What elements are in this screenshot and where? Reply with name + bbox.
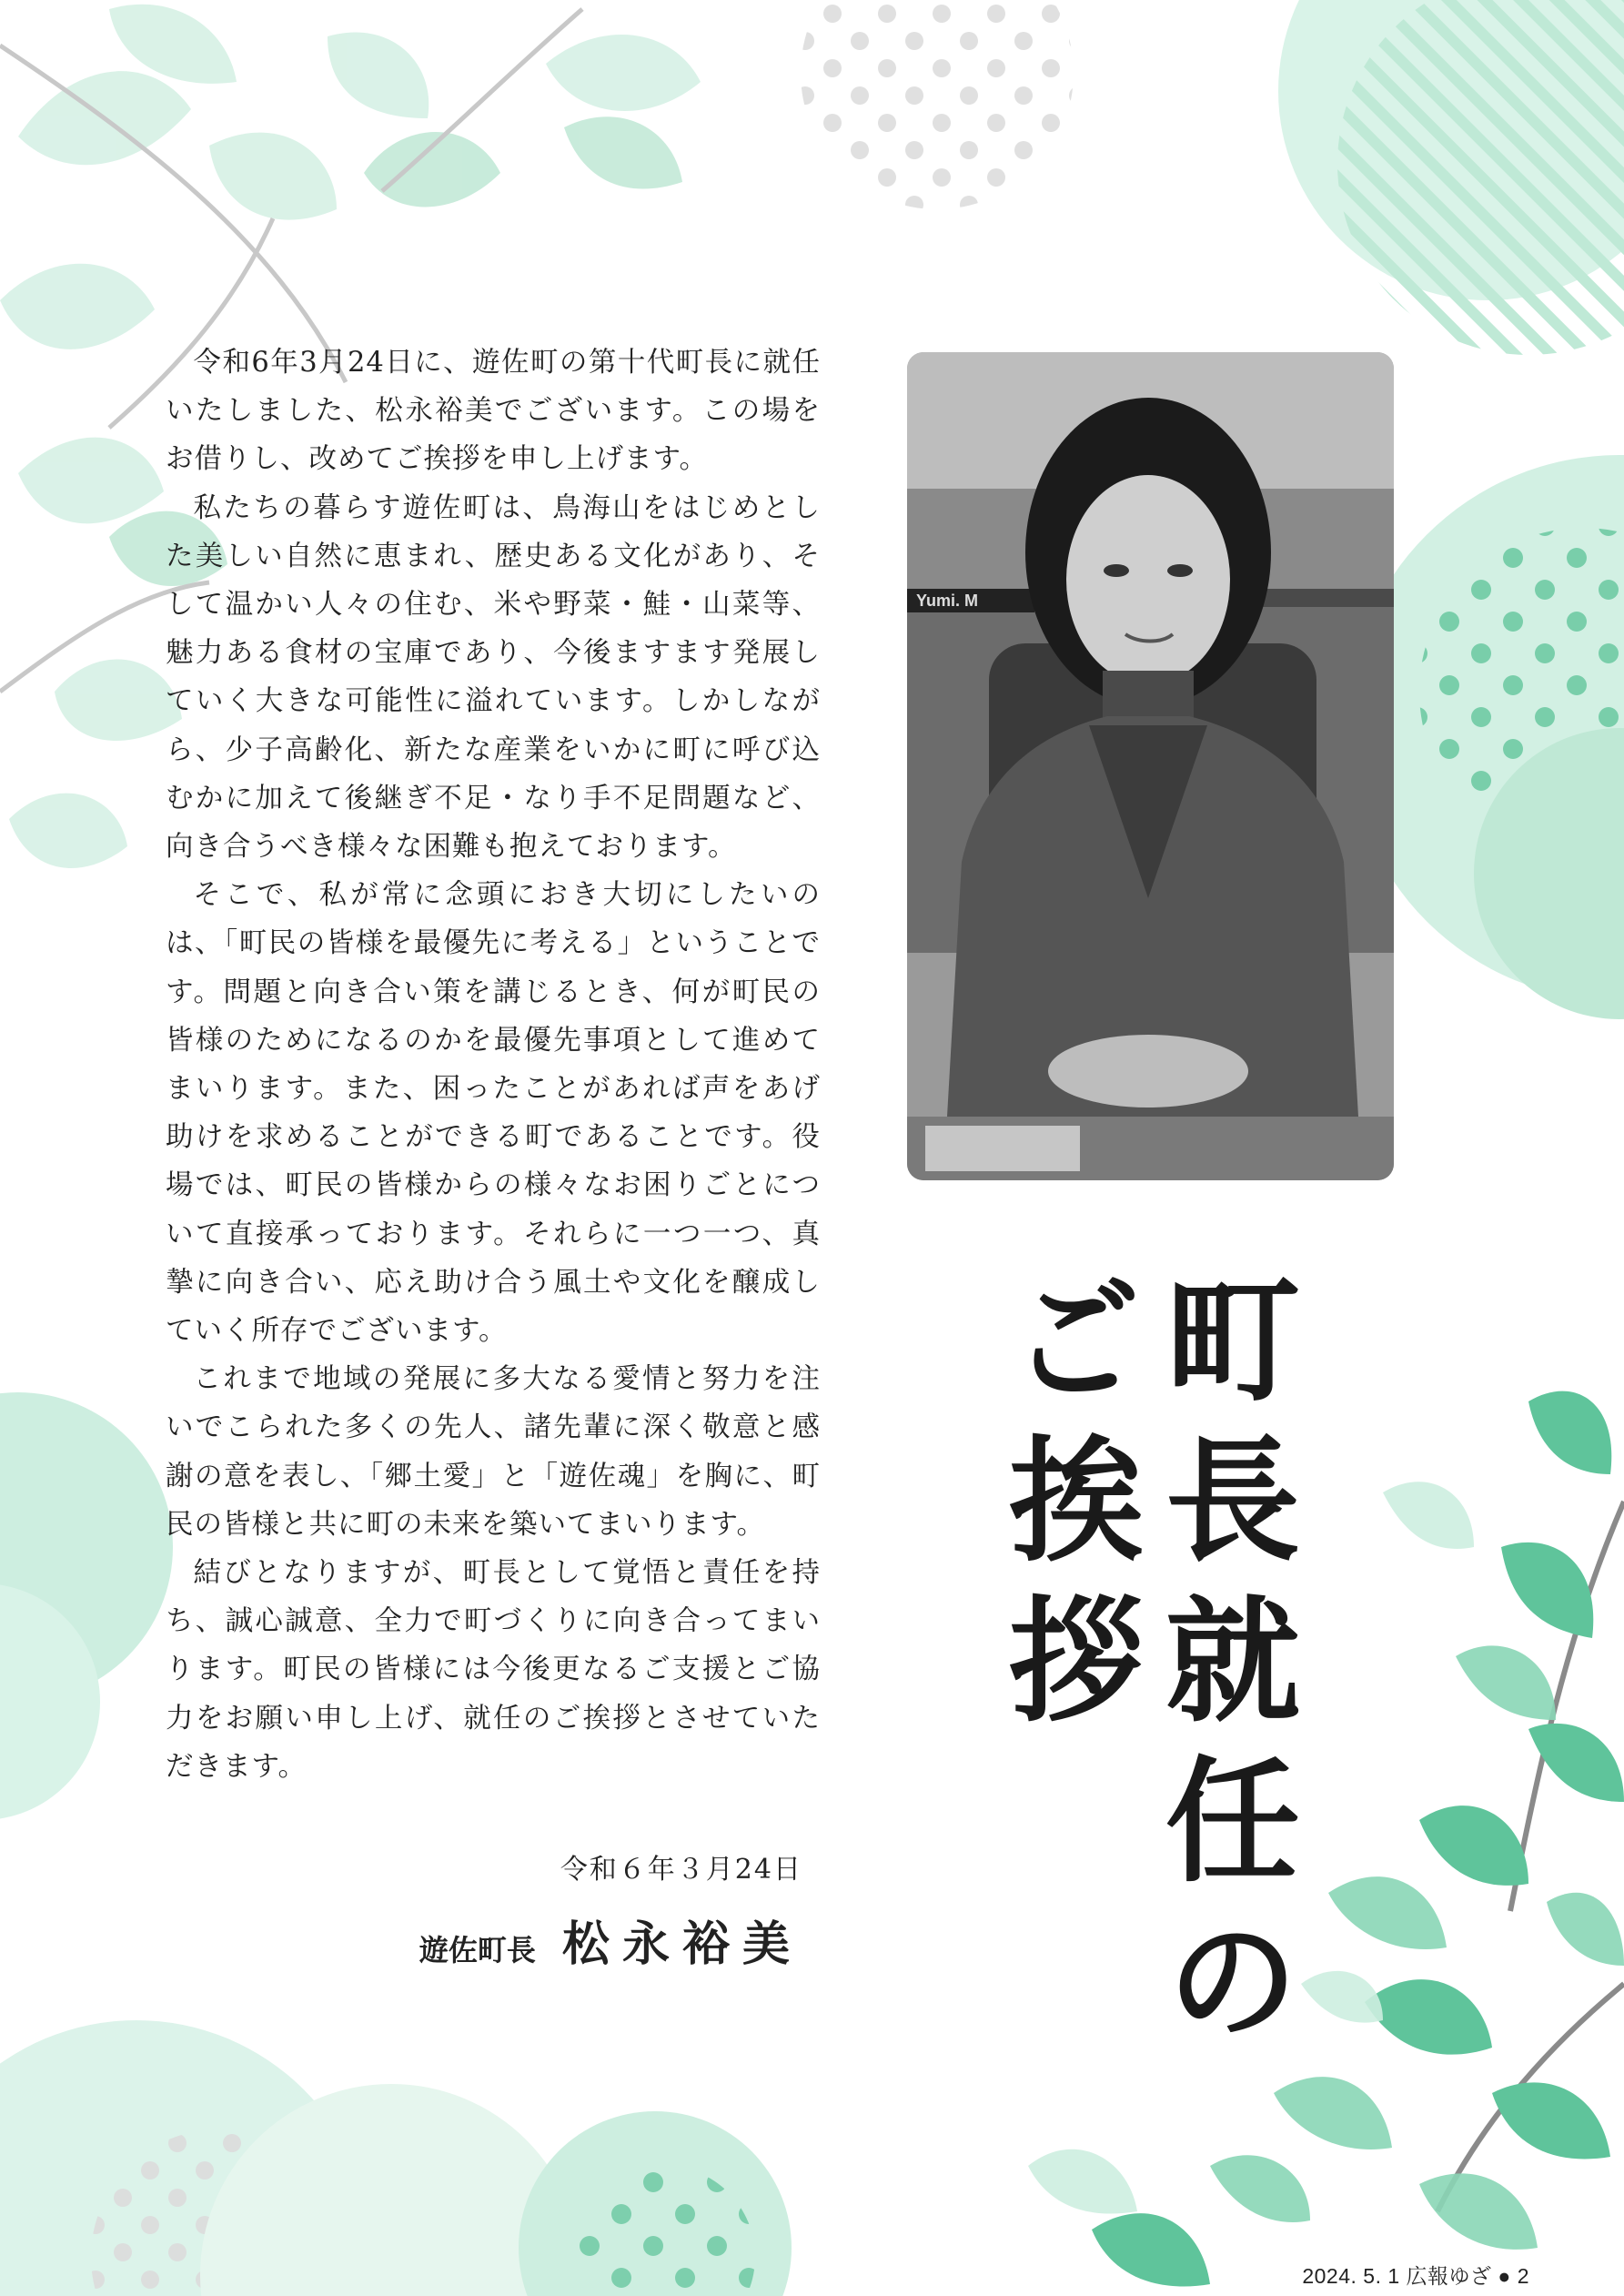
signature — [166, 1913, 802, 1988]
paragraph: 私たちの暮らす遊佐町は、鳥海山をはじめとした美しい自然に恵まれ、歴史ある文化があり、そして温かい人々の住む、米や野菜・鮭・山菜等、魅力ある食材の宝庫であり、今後ますます発展していく大きな可能性に溢れています。しかしながら、少子高齢化、新たな産業をいかに町に呼び込むかに加えて後継ぎ不足・なり手不足問題など、向き合うべき様々な困難も抱えております。 — [166, 491, 821, 864]
paragraph: これまで地域の発展に多大なる愛情と努力を注いでこられた多くの先人、諸先輩に深く敬意と感謝の意を表し、「郷土愛」と「遊佐魂」を胸に、町民の皆様と共に町の未来を築いてまいります。 — [166, 1363, 821, 1541]
greeting-body — [166, 339, 821, 1791]
paragraph: そこで、私が常に念頭におき大切にしたいのは、「町民の皆様を最優先に考える」ということです。問題と向き合い策を講じるとき、何が町民の皆様のためになるのかを最優先事項として進めてまいります。また、困ったことがあれば声をあげ助けを求めることができる町であることです。役場では、町民の皆様からの様々なお困りごとについて直接承っております。それらに一つ一つ、真摯に向き合い、応え助け合う風土や文化を醸成していく所存でございます。 — [166, 879, 821, 1348]
page-footer: 2024. 5. 1 広報ゆざ ● 2 — [1302, 2264, 1529, 2288]
heading-line-2: ご挨拶 — [987, 1269, 1145, 1750]
signature-title: 遊佐町長 — [419, 1933, 536, 1967]
heading-line-1: 町長就任の — [1144, 1269, 1302, 2070]
signature-name: 松永裕美 — [561, 1917, 802, 1972]
paragraph: 令和6年3月24日に、遊佐町の第十代町長に就任いたしました、松永裕美でございます。この場をお借りし、改めてご挨拶を申し上げます。 — [166, 347, 821, 476]
paragraph: 結びとなりますが、町長として覚悟と責任を持ち、誠心誠意、全力で町づくりに向き合ってまいります。町民の皆様には今後更なるご支援とご協力をお願い申し上げ、就任のご挨拶とさせていただきます。 — [166, 1557, 821, 1783]
date: 令和６年３月24日 — [560, 1854, 802, 1886]
nameplate-text: Yumi. M — [916, 592, 979, 610]
mayor-photo — [907, 352, 1394, 1180]
